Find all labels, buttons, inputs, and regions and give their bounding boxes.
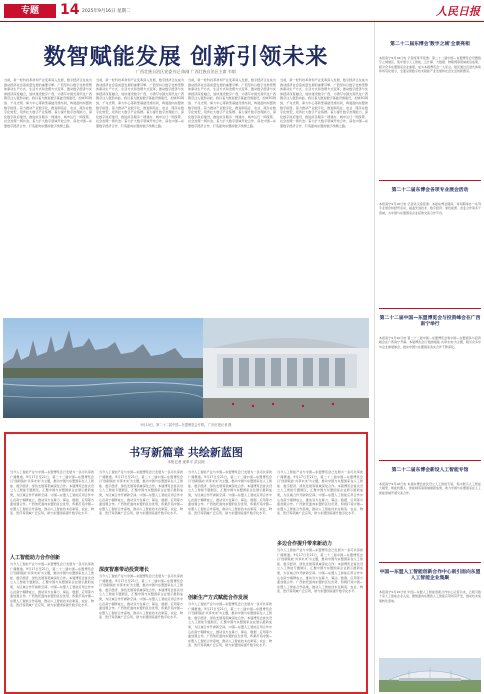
- sidebar-item-2-title: 第二十二届东博会各项专业展会活动: [391, 188, 469, 193]
- lower-subhead-1: 人工智能助力合作创新: [10, 555, 61, 561]
- article-column-3: 当前，新一轮科技革命和产业变革深入发展，数字经济正在成为推动经济社会高质量发展的重要引擎。广西坚持以数字化转型整体驱动生产方式、生活方式和治理方式变革，推动数字经济与实体经济深度融合，加快建设数字广西，为谱写中国式现代化广西篇章注入强劲动能。我们着力推进数字基础设施建设，加快5G网络、千兆光网、算力中心等新型基础设施布局，构建面向东盟的数字枢纽。着力推动产业数字化，推进制造业、农业、服务业数字化转型，培育壮大数字产业集群。着力提升数字治理能力，深化数字政府建设，推进政务服务一网通办、城市运行一网统管、社会治理一网共治。着力扩大数字领域开放合作，深化中国—东盟数字经济合作，打造面向东盟的数字丝绸之路。: [188, 78, 276, 128]
- issue-date: 2025年9月16日 星期二: [82, 9, 131, 14]
- page-number: 14: [60, 2, 80, 18]
- lower-subhead-4: 多边合作提升带来新动力: [277, 541, 333, 547]
- lower-column-1a: 当今人工智能产业与中国—东盟博览会已发展为一条可共享的广阔赛道。9月17日至21日，第二十二届中国—东盟博览会以'创新赋能·共享未来'为主题，推动中国与东盟国家在人工智能、数字经济、绿色发展等领域深化合作。本届博览会首次设立人工智能专题展区，汇聚中国与东盟国家企业展示最新成果，为区域合作开辟新空间。中国—东盟人工智能应用合作中心在南宁揭牌成立，推动双方在算力、算法、数据、应用等方面加强合作。广西依托面向东盟的区位优势，积极打造中国—东盟人工智能合作高地，推动人工智能技术在制造、农业、物流、医疗等领域广泛应用，助力东盟国家提升数字化水平。: [10, 470, 94, 516]
- lower-column-4a: 当今人工智能产业与中国—东盟博览会已发展为一条可共享的广阔赛道。9月17日至21日，第二十二届中国—东盟博览会以'创新赋能·共享未来'为主题，推动中国与东盟国家在人工智能、数字经济、绿色发展等领域深化合作。本届博览会首次设立人工智能专题展区，汇聚中国与东盟国家企业展示最新成果，为区域合作开辟新空间。中国—东盟人工智能应用合作中心在南宁揭牌成立，推动双方在算力、算法、数据、应用等方面加强合作。广西依托面向东盟的区位优势，积极打造中国—东盟人工智能合作高地，推动人工智能技术在制造、农业、物流、医疗等领域广泛应用，助力东盟国家提升数字化水平。: [277, 470, 363, 516]
- lower-column-2b: 当今人工智能产业与中国—东盟博览会已发展为一条可共享的广阔赛道。9月17日至21日，第二十二届中国—东盟博览会以'创新赋能·共享未来'为主题，推动中国与东盟国家在人工智能、数字经济、绿色发展等领域深化合作。本届博览会首次设立人工智能专题展区，汇聚中国与东盟国家企业展示最新成果，为区域合作开辟新空间。中国—东盟人工智能应用合作中心在南宁揭牌成立，推动双方在算力、算法、数据、应用等方面加强合作。广西依托面向东盟的区位优势，积极打造中国—东盟人工智能合作高地，推动人工智能技术在制造、农业、物流、医疗等领域广泛应用，助力东盟国家提升数字化水平。: [99, 574, 183, 620]
- sidebar-divider: [379, 562, 481, 563]
- section-badge: 专题: [4, 4, 56, 18]
- page-masthead: [0, 0, 484, 22]
- article-column-4: 当前，新一轮科技革命和产业变革深入发展，数字经济正在成为推动经济社会高质量发展的重要引擎。广西坚持以数字化转型整体驱动生产方式、生活方式和治理方式变革，推动数字经济与实体经济深度融合，加快建设数字广西，为谱写中国式现代化广西篇章注入强劲动能。我们着力推进数字基础设施建设，加快5G网络、千兆光网、算力中心等新型基础设施布局，构建面向东盟的数字枢纽。着力推动产业数字化，推进制造业、农业、服务业数字化转型，培育壮大数字产业集群。着力提升数字治理能力，深化数字政府建设，推进政务服务一网通办、城市运行一网统管、社会治理一网共治。着力扩大数字领域开放合作，深化中国—东盟数字经济合作，打造面向东盟的数字丝绸之路。: [280, 78, 368, 128]
- sidebar-divider: [379, 180, 481, 181]
- sidebar-item-2-text: 本报南宁9月16日电 记者武汉琼报道：本届东博会期间，将同期举办一系列专业展会和经贸活动，涵盖先进技术、数字经济、绿色能源、农业合作等多个领域，为中国与东盟国家企业搭建交流合作平台。: [379, 202, 481, 215]
- lower-column-2a: 当今人工智能产业与中国—东盟博览会已发展为一条可共享的广阔赛道。9月17日至21日，第二十二届中国—东盟博览会以'创新赋能·共享未来'为主题，推动中国与东盟国家在人工智能、数字经济、绿色发展等领域深化合作。本届博览会首次设立人工智能专题展区，汇聚中国与东盟国家企业展示最新成果，为区域合作开辟新空间。中国—东盟人工智能应用合作中心在南宁揭牌成立，推动双方在算力、算法、数据、应用等方面加强合作。广西依托面向东盟的区位优势，积极打造中国—东盟人工智能合作高地，推动人工智能技术在制造、农业、物流、医疗等领域广泛应用，助力东盟国家提升数字化水平。: [99, 470, 183, 516]
- sidebar-divider: [379, 460, 481, 461]
- sidebar-item-4-title: 第二十二届东博会新设人工智能专馆: [391, 468, 469, 473]
- building-image: [379, 658, 481, 692]
- article-column-1: 当前，新一轮科技革命和产业变革深入发展，数字经济正在成为推动经济社会高质量发展的重要引擎。广西坚持以数字化转型整体驱动生产方式、生活方式和治理方式变革，推动数字经济与实体经济深度融合，加快建设数字广西，为谱写中国式现代化广西篇章注入强劲动能。我们着力推进数字基础设施建设，加快5G网络、千兆光网、算力中心等新型基础设施布局，构建面向东盟的数字枢纽。着力推动产业数字化，推进制造业、农业、服务业数字化转型，培育壮大数字产业集群。着力提升数字治理能力，深化数字政府建设，推进政务服务一网通办、城市运行一网统管、社会治理一网共治。着力扩大数字领域开放合作，深化中国—东盟数字经济合作，打造面向东盟的数字丝绸之路。: [4, 78, 92, 128]
- sidebar-item-3-title: 第二十二届中国—东盟博览会与投资峰会在广西南宁举行: [379, 316, 481, 327]
- lower-feature-article: [4, 432, 368, 694]
- lower-column-1b: 当今人工智能产业与中国—东盟博览会已发展为一条可共享的广阔赛道。9月17日至21日，第二十二届中国—东盟博览会以'创新赋能·共享未来'为主题，推动中国与东盟国家在人工智能、数字经济、绿色发展等领域深化合作。本届博览会首次设立人工智能专题展区，汇聚中国与东盟国家企业展示最新成果，为区域合作开辟新空间。中国—东盟人工智能应用合作中心在南宁揭牌成立，推动双方在算力、算法、数据、应用等方面加强合作。广西依托面向东盟的区位优势，积极打造中国—东盟人工智能合作高地，推动人工智能技术在制造、农业、物流、医疗等领域广泛应用，助力东盟国家提升数字化水平。: [10, 562, 94, 608]
- lower-column-4b: 当今人工智能产业与中国—东盟博览会已发展为一条可共享的广阔赛道。9月17日至21日，第二十二届中国—东盟博览会以'创新赋能·共享未来'为主题，推动中国与东盟国家在人工智能、数字经济、绿色发展等领域深化合作。本届博览会首次设立人工智能专题展区，汇聚中国与东盟国家企业展示最新成果，为区域合作开辟新空间。中国—东盟人工智能应用合作中心在南宁揭牌成立，推动双方在算力、算法、数据、应用等方面加强合作。广西依托面向东盟的区位优势，积极打造中国—东盟人工智能合作高地，推动人工智能技术在制造、农业、物流、医疗等领域广泛应用，助力东盟国家提升数字化水平。: [277, 548, 363, 594]
- main-byline: 广西壮族自治区党委书记 陈刚 广西壮族自治区主席 韦韬: [136, 69, 236, 74]
- lower-byline: 本报记者 庞革平 武汉琼: [167, 460, 205, 464]
- sidebar-item-4-text: 本报南宁9月16日电 本届东博会首次设立人工智能专馆，集中展示人工智能大模型、智能机器人、智能制造等领域最新成果，助力中国与东盟国家在人工智能领域开展交流合作。: [379, 482, 481, 495]
- lower-column-3a: 当今人工智能产业与中国—东盟博览会已发展为一条可共享的广阔赛道。9月17日至21日，第二十二届中国—东盟博览会以'创新赋能·共享未来'为主题，推动中国与东盟国家在人工智能、数字经济、绿色发展等领域深化合作。本届博览会首次设立人工智能专题展区，汇聚中国与东盟国家企业展示最新成果，为区域合作开辟新空间。中国—东盟人工智能应用合作中心在南宁揭牌成立，推动双方在算力、算法、数据、应用等方面加强合作。广西依托面向东盟的区位优势，积极打造中国—东盟人工智能合作高地，推动人工智能技术在制造、农业、物流、医疗等领域广泛应用，助力东盟国家提升数字化水平。: [188, 470, 272, 516]
- lower-headline: 书写新篇章 共绘新蓝图: [129, 446, 243, 459]
- sidebar-item-1-title: 第二十二届东博会'数字之城'全景亮相: [390, 42, 470, 47]
- sidebar-item-5-title: 中国—东盟人工智能创新合作中心吸引面向东盟人工智能企业集聚: [379, 570, 481, 581]
- lower-subhead-3: 深度智惠带动投资增长: [99, 567, 150, 573]
- sidebar-building-photo: [379, 658, 481, 692]
- city-river-image: [3, 318, 369, 418]
- sidebar-item-3-text: 本报南宁9月16日电 第二十二届中国—东盟博览会和中国—东盟商务与投资峰会在广西南宁开幕。本届博览会以'数智赋能·共享未来'为主题，吸引众多中外企业参展参会，推动中国与东盟国家务实合作不断深化。: [379, 336, 481, 349]
- sidebar-divider: [379, 308, 481, 309]
- photo-caption: 9月14日，第二十二届中国—东盟博览会开幕。 广西日报记者 摄: [140, 423, 232, 427]
- lower-subhead-2: 创新生产方式赋能合作发展: [188, 595, 249, 601]
- main-article-area: [0, 22, 372, 694]
- expo-city-photo: [3, 318, 369, 418]
- main-headline: 数智赋能发展 创新引领未来: [43, 45, 329, 70]
- newspaper-logo: 人民日报: [436, 5, 480, 18]
- lower-column-3b: 当今人工智能产业与中国—东盟博览会已发展为一条可共享的广阔赛道。9月17日至21日，第二十二届中国—东盟博览会以'创新赋能·共享未来'为主题，推动中国与东盟国家在人工智能、数字经济、绿色发展等领域深化合作。本届博览会首次设立人工智能专题展区，汇聚中国与东盟国家企业展示最新成果，为区域合作开辟新空间。中国—东盟人工智能应用合作中心在南宁揭牌成立，推动双方在算力、算法、数据、应用等方面加强合作。广西依托面向东盟的区位优势，积极打造中国—东盟人工智能合作高地，推动人工智能技术在制造、农业、物流、医疗等领域广泛应用，助力东盟国家提升数字化水平。: [188, 602, 272, 648]
- news-sidebar: [374, 22, 484, 694]
- sidebar-item-5-text: 本报南宁9月16日电 中国—东盟人工智能创新合作中心运营以来，已吸引数十家人工智能企业入驻，聚焦面向东盟的人工智能应用场景开发，推动技术成果转化落地。: [379, 590, 481, 603]
- sidebar-item-1-text: 本报南宁9月16日电 记者庞革平报道：第二十二届中国—东盟博览会设置数字之城展区，集中展示人工智能、云计算、大数据、物联网等领域前沿成果，吸引众多东盟国家企业参展，成为本届博览会一大亮点。展区通过沉浸式体验和场景化展示，全面呈现数字技术赋能产业发展和社会生活的新图景。: [379, 56, 481, 74]
- article-column-2: 当前，新一轮科技革命和产业变革深入发展，数字经济正在成为推动经济社会高质量发展的重要引擎。广西坚持以数字化转型整体驱动生产方式、生活方式和治理方式变革，推动数字经济与实体经济深度融合，加快建设数字广西，为谱写中国式现代化广西篇章注入强劲动能。我们着力推进数字基础设施建设，加快5G网络、千兆光网、算力中心等新型基础设施布局，构建面向东盟的数字枢纽。着力推动产业数字化，推进制造业、农业、服务业数字化转型，培育壮大数字产业集群。着力提升数字治理能力，深化数字政府建设，推进政务服务一网通办、城市运行一网统管、社会治理一网共治。着力扩大数字领域开放合作，深化中国—东盟数字经济合作，打造面向东盟的数字丝绸之路。: [96, 78, 184, 128]
